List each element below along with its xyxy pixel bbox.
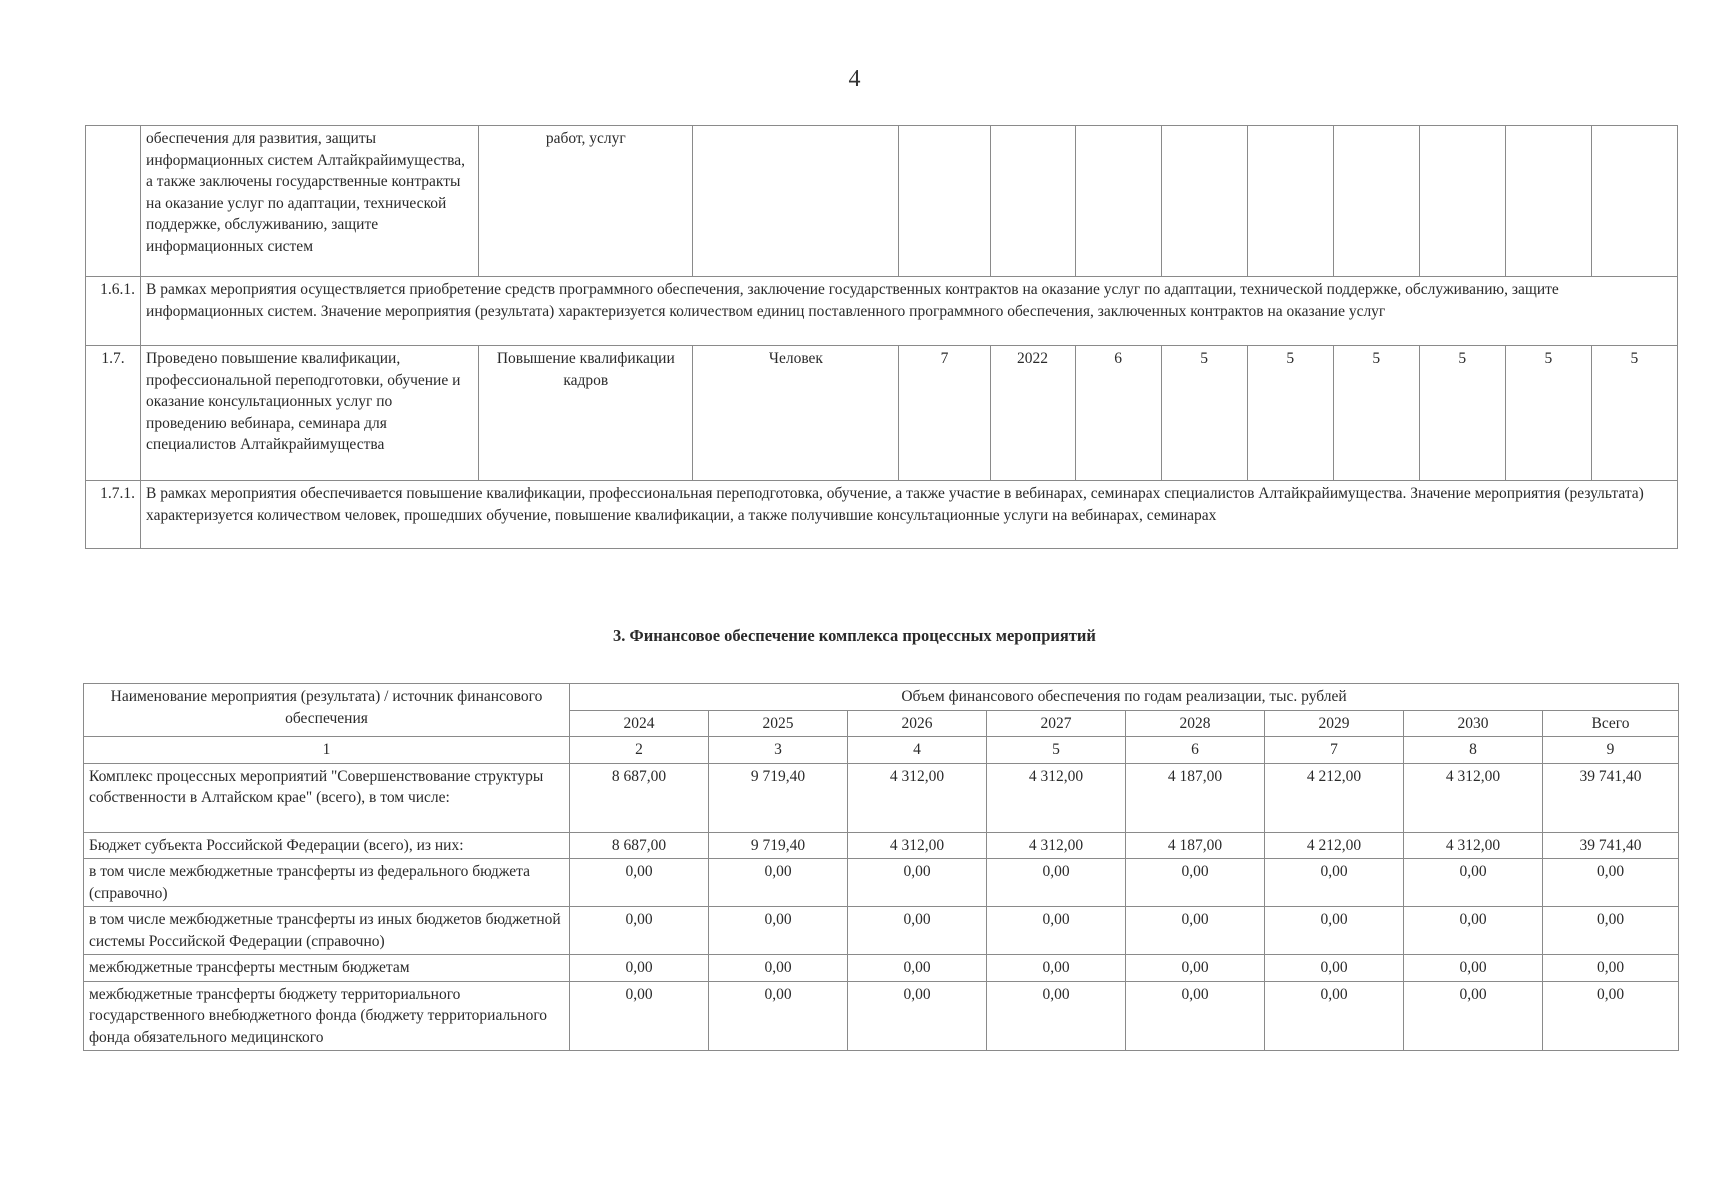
amount-cell: 0,00 [1265,955,1404,982]
amount-cell: 0,00 [1126,907,1265,955]
year-value: 5 [1333,346,1419,481]
amount-cell: 4 187,00 [1126,832,1265,859]
unit [693,126,899,277]
column-number: 8 [1404,737,1543,764]
column-number: 3 [709,737,848,764]
amount-cell: 0,00 [1265,859,1404,907]
amount-cell: 4 312,00 [848,832,987,859]
result-description: В рамках мероприятия обеспечивается повышение квалификации, профессиональная переподготовка, обучение, а также участие в вебинарах, семинарах специалистов Алтайкрайимущества. Значение мероприятия (результата) характеризуется количеством человек, прошедших обучение, повышение квалификации, а также получившие консультационные услуги на вебинарах, семинарах [141,481,1678,549]
amount-cell: 4 312,00 [987,763,1126,832]
table-row [84,763,1679,832]
year-value: 5 [1591,346,1677,481]
amount-cell: 9 719,40 [709,832,848,859]
base-value [899,126,990,277]
amount-cell: 0,00 [987,907,1126,955]
amount-cell: 0,00 [848,907,987,955]
column-number: 6 [1126,737,1265,764]
column-number: 5 [987,737,1126,764]
row-number [86,126,141,277]
amount-cell: 0,00 [570,981,709,1051]
amount-cell: 0,00 [1265,981,1404,1051]
result-description: В рамках мероприятия осуществляется приобретение средств программного обеспечения, заключение государственных контрактов на оказание услуг по адаптации, технической поддержке, обслуживанию, защите информационных систем. Значение мероприятия (результата) характеризуется количеством единиц поставленного программного обеспечения, заключенных контрактов на оказание услуг [141,277,1678,346]
amount-cell: 0,00 [987,955,1126,982]
amount-cell: 0,00 [1126,859,1265,907]
year-value: 5 [1505,346,1591,481]
page-number: 4 [848,66,861,92]
year-value [1505,126,1591,277]
amount-cell: 0,00 [1404,859,1543,907]
base-value: 7 [899,346,990,481]
results-table [85,125,1678,549]
row-name: в том числе межбюджетные трансферты из иных бюджетов бюджетной системы Российской Федерации (справочно) [84,907,570,955]
table-row [84,859,1679,907]
table-row [84,955,1679,982]
column-numbers-row [84,737,1679,764]
amount-cell: 4 312,00 [1404,763,1543,832]
total-cell: 0,00 [1543,955,1679,982]
year-value: 5 [1161,346,1247,481]
table-row [86,126,1678,277]
column-number: 4 [848,737,987,764]
amount-cell: 0,00 [987,859,1126,907]
column-number: 1 [84,737,570,764]
column-number: 9 [1543,737,1679,764]
year-header: 2024 [570,710,709,737]
amount-cell: 0,00 [709,981,848,1051]
amount-cell: 0,00 [709,859,848,907]
column-number: 7 [1265,737,1404,764]
year-value [1333,126,1419,277]
row-name: в том числе межбюджетные трансферты из федерального бюджета (справочно) [84,859,570,907]
total-cell: 0,00 [1543,981,1679,1051]
total-cell: 0,00 [1543,859,1679,907]
result-description: Проведено повышение квалификации, профессиональной переподготовки, обучение и оказание консультационных услуг по проведению вебинара, семинара для специалистов Алтайкрайимущества [141,346,479,481]
row-number: 1.7.1. [86,481,141,549]
year-value [1075,126,1161,277]
table-row [86,277,1678,346]
year-header: 2028 [1126,710,1265,737]
table-row [86,346,1678,481]
column-number: 2 [570,737,709,764]
total-cell: 0,00 [1543,907,1679,955]
base-year: 2022 [990,346,1075,481]
amount-cell: 0,00 [1265,907,1404,955]
amount-cell: 0,00 [1404,981,1543,1051]
year-header: 2029 [1265,710,1404,737]
amount-cell: 0,00 [570,907,709,955]
amount-cell: 0,00 [1126,981,1265,1051]
year-header: 2026 [848,710,987,737]
amount-cell: 0,00 [848,981,987,1051]
amount-cell: 4 212,00 [1265,763,1404,832]
year-header: 2027 [987,710,1126,737]
row-number: 1.6.1. [86,277,141,346]
amount-cell: 0,00 [570,955,709,982]
header-row [84,684,1679,711]
total-cell: 39 741,40 [1543,763,1679,832]
row-number: 1.7. [86,346,141,481]
amount-cell: 0,00 [1404,907,1543,955]
base-year [990,126,1075,277]
section-title: 3. Финансовое обеспечение комплекса процессных мероприятий [613,626,1096,645]
year-value [1591,126,1677,277]
amount-cell: 0,00 [709,955,848,982]
amount-cell: 8 687,00 [570,763,709,832]
amount-cell: 4 312,00 [848,763,987,832]
total-header: Всего [1543,710,1679,737]
amount-cell: 8 687,00 [570,832,709,859]
amount-cell: 0,00 [1404,955,1543,982]
amount-cell: 4 312,00 [987,832,1126,859]
row-name: межбюджетные трансферты бюджету территориального государственного внебюджетного фонда (бюджету территориального фонда обязательного медицинского [84,981,570,1051]
year-value: 5 [1419,346,1505,481]
amount-cell: 4 187,00 [1126,763,1265,832]
table-row [84,981,1679,1051]
amount-cell: 0,00 [848,859,987,907]
result-description: обеспечения для развития, защиты информационных систем Алтайкрайимущества, а также заключены государственные контракты на оказание услуг по адаптации, технической поддержке, обслуживанию, защите информационных систем [141,126,479,277]
table-row [84,832,1679,859]
row-name: межбюджетные трансферты местным бюджетам [84,955,570,982]
amount-cell: 0,00 [848,955,987,982]
result-type: Повышение квалификации кадров [479,346,693,481]
row-name: Комплекс процессных мероприятий "Совершенствование структуры собственности в Алтайском крае" (всего), в том числе: [84,763,570,832]
row-name: Бюджет субъекта Российской Федерации (всего), из них: [84,832,570,859]
year-header: 2030 [1404,710,1543,737]
year-value: 5 [1247,346,1333,481]
finance-table [83,683,1679,1051]
year-value [1161,126,1247,277]
amount-cell: 0,00 [1126,955,1265,982]
year-header: 2025 [709,710,848,737]
table-row [86,481,1678,549]
amount-cell: 4 312,00 [1404,832,1543,859]
amount-cell: 0,00 [987,981,1126,1051]
unit: Человек [693,346,899,481]
amount-cell: 4 212,00 [1265,832,1404,859]
year-value [1247,126,1333,277]
total-cell: 39 741,40 [1543,832,1679,859]
header-volume: Объем финансового обеспечения по годам реализации, тыс. рублей [570,684,1679,711]
table-row [84,907,1679,955]
amount-cell: 0,00 [570,859,709,907]
year-value [1419,126,1505,277]
header-name: Наименование мероприятия (результата) / источник финансового обеспечения [84,684,570,737]
result-type: работ, услуг [479,126,693,277]
amount-cell: 0,00 [709,907,848,955]
amount-cell: 9 719,40 [709,763,848,832]
year-value: 6 [1075,346,1161,481]
